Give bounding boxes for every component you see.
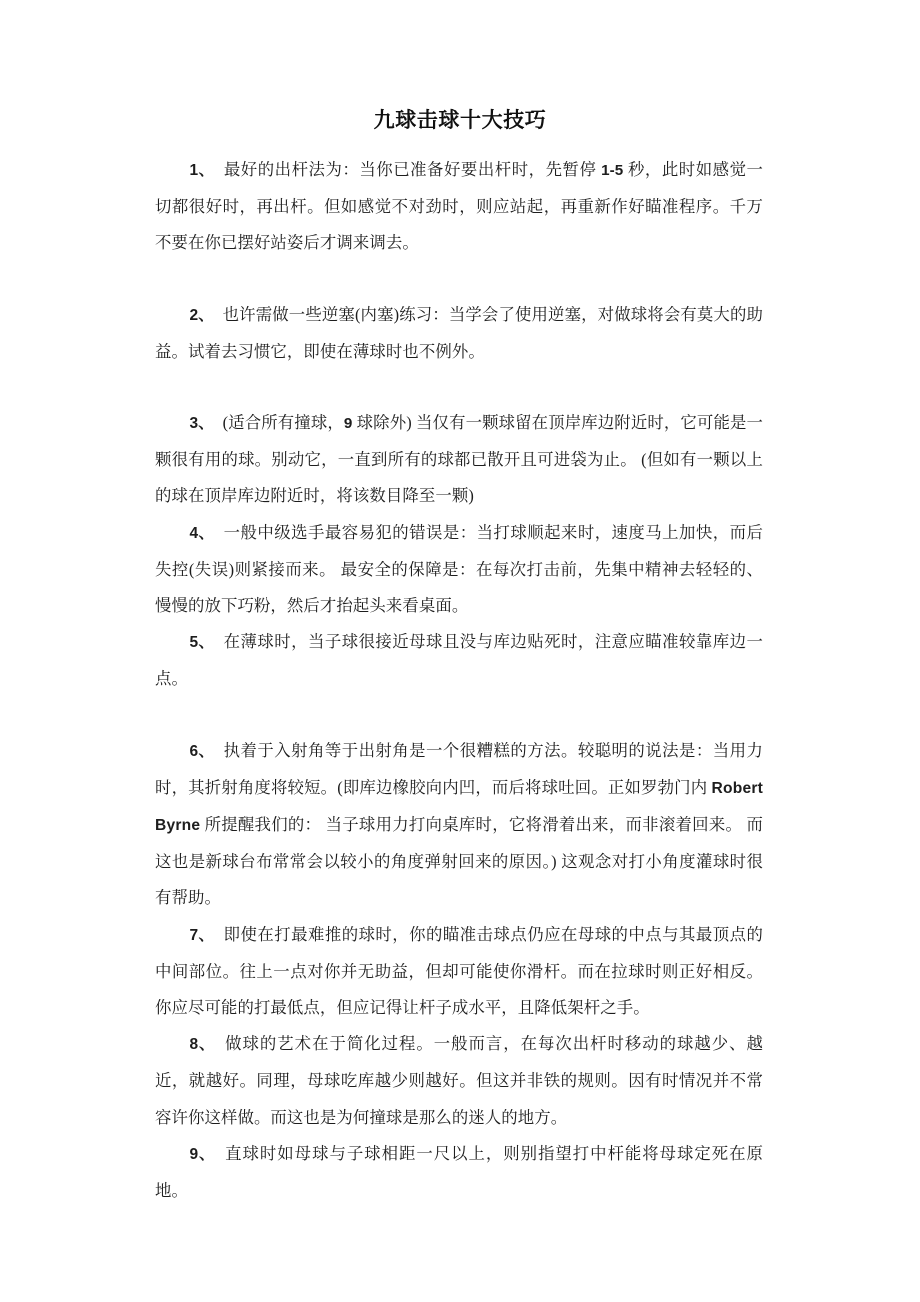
list-item-text: 球除外) 当仅有一颗球留在顶岸库边附近时，它可能是一颗很有用的球。别动它，一直到所有的球都已散开且可进袋为止。 (但如有一颗以上的球在顶岸库边附近时，将该数目降至一颗) [155, 413, 763, 506]
list-item [155, 297, 763, 370]
list-item [155, 515, 763, 625]
list-item-marker: 1、 [189, 162, 207, 179]
list-item [155, 405, 763, 515]
list-item [155, 733, 763, 917]
list-item-marker: 4、 [189, 524, 207, 542]
page-title: 九球击球十大技巧 [373, 108, 547, 132]
inline-number: 1-5 [601, 162, 624, 179]
list-item-marker: 5、 [189, 634, 207, 652]
list-item [155, 624, 763, 697]
list-item-text: 秒，此时如感觉一切都很好时，再出杆。但如感觉不对劲时，则应站起，再重新作好瞄准程序。千万不要在你已摆好站姿后才调来调去。 [155, 160, 764, 253]
list-item-marker: 2、 [189, 306, 207, 324]
inline-number: 9 [343, 415, 353, 433]
list-item-marker: 7、 [189, 926, 207, 944]
list-item-marker: 8、 [189, 1036, 208, 1054]
list-item-text: 即使在打最难推的球时，你的瞄准击球点仍应在母球的中点与其最顶点的中间部位。往上一点对你并无助益，但却可能使你滑杆。而在拉球时则正好相反。你应尽可能的打最低点，但应记得让杆子成水平，且降低架杆之手。 [155, 924, 763, 1018]
list-item-marker: 3、 [189, 415, 207, 433]
document-body [155, 152, 763, 1209]
list-item [155, 917, 763, 1027]
list-item-text: 也许需做一些逆塞(内塞)练习：当学会了使用逆塞，对做球将会有莫大的助益。试着去习惯它，即使在薄球时也不例外。 [155, 304, 763, 361]
list-item-text: 最好的出杆法为：当你已准备好要出杆时，先暂停 [206, 160, 602, 179]
latin-name: Robert Byrne [155, 779, 763, 835]
list-item [155, 1026, 763, 1136]
list-item-text: (适合所有撞球， [206, 413, 344, 433]
list-item-text: 做球的艺术在于简化过程。一般而言，在每次出杆时移动的球越少、越近，就越好。同理，母球吃库越少则越好。但这并非铁的规则。因有时情况并不常容许你这样做。而这也是为何撞球是那么的迷人的地方。 [155, 1034, 764, 1127]
list-item [155, 1136, 763, 1209]
list-item-marker: 9、 [189, 1145, 208, 1163]
list-item-text: 在薄球时，当子球很接近母球且没与库边贴死时，注意应瞄准较靠库边一点。 [155, 632, 763, 689]
list-item-text: 一般中级选手最容易犯的错误是：当打球顺起来时，速度马上加快，而后失控(失误)则紧接而来。 最安全的保障是：在每次打击前，先集中精神去轻轻的、慢慢的放下巧粉，然后才抬起头来看桌面。 [155, 522, 763, 616]
list-item-text: 所提醒我们的： 当子球用力打向桌库时，它将滑着出来，而非滚着回来。 而这也是新球台布常常会以较小的角度弹射回来的原因。) 这观念对打小角度灌球时很有帮助。 [155, 815, 763, 908]
list-item-marker: 6、 [189, 742, 207, 760]
list-item-text: 直球时如母球与子球相距一尺以上，则别指望打中杆能将母球定死在原地。 [155, 1143, 764, 1201]
list-item-text: 执着于入射角等于出射角是一个很糟糕的方法。较聪明的说法是：当用力时，其折射角度将较短。(即库边橡胶向内凹，而后将球吐回。正如罗勃门内 [155, 740, 763, 797]
list-item [155, 152, 763, 262]
